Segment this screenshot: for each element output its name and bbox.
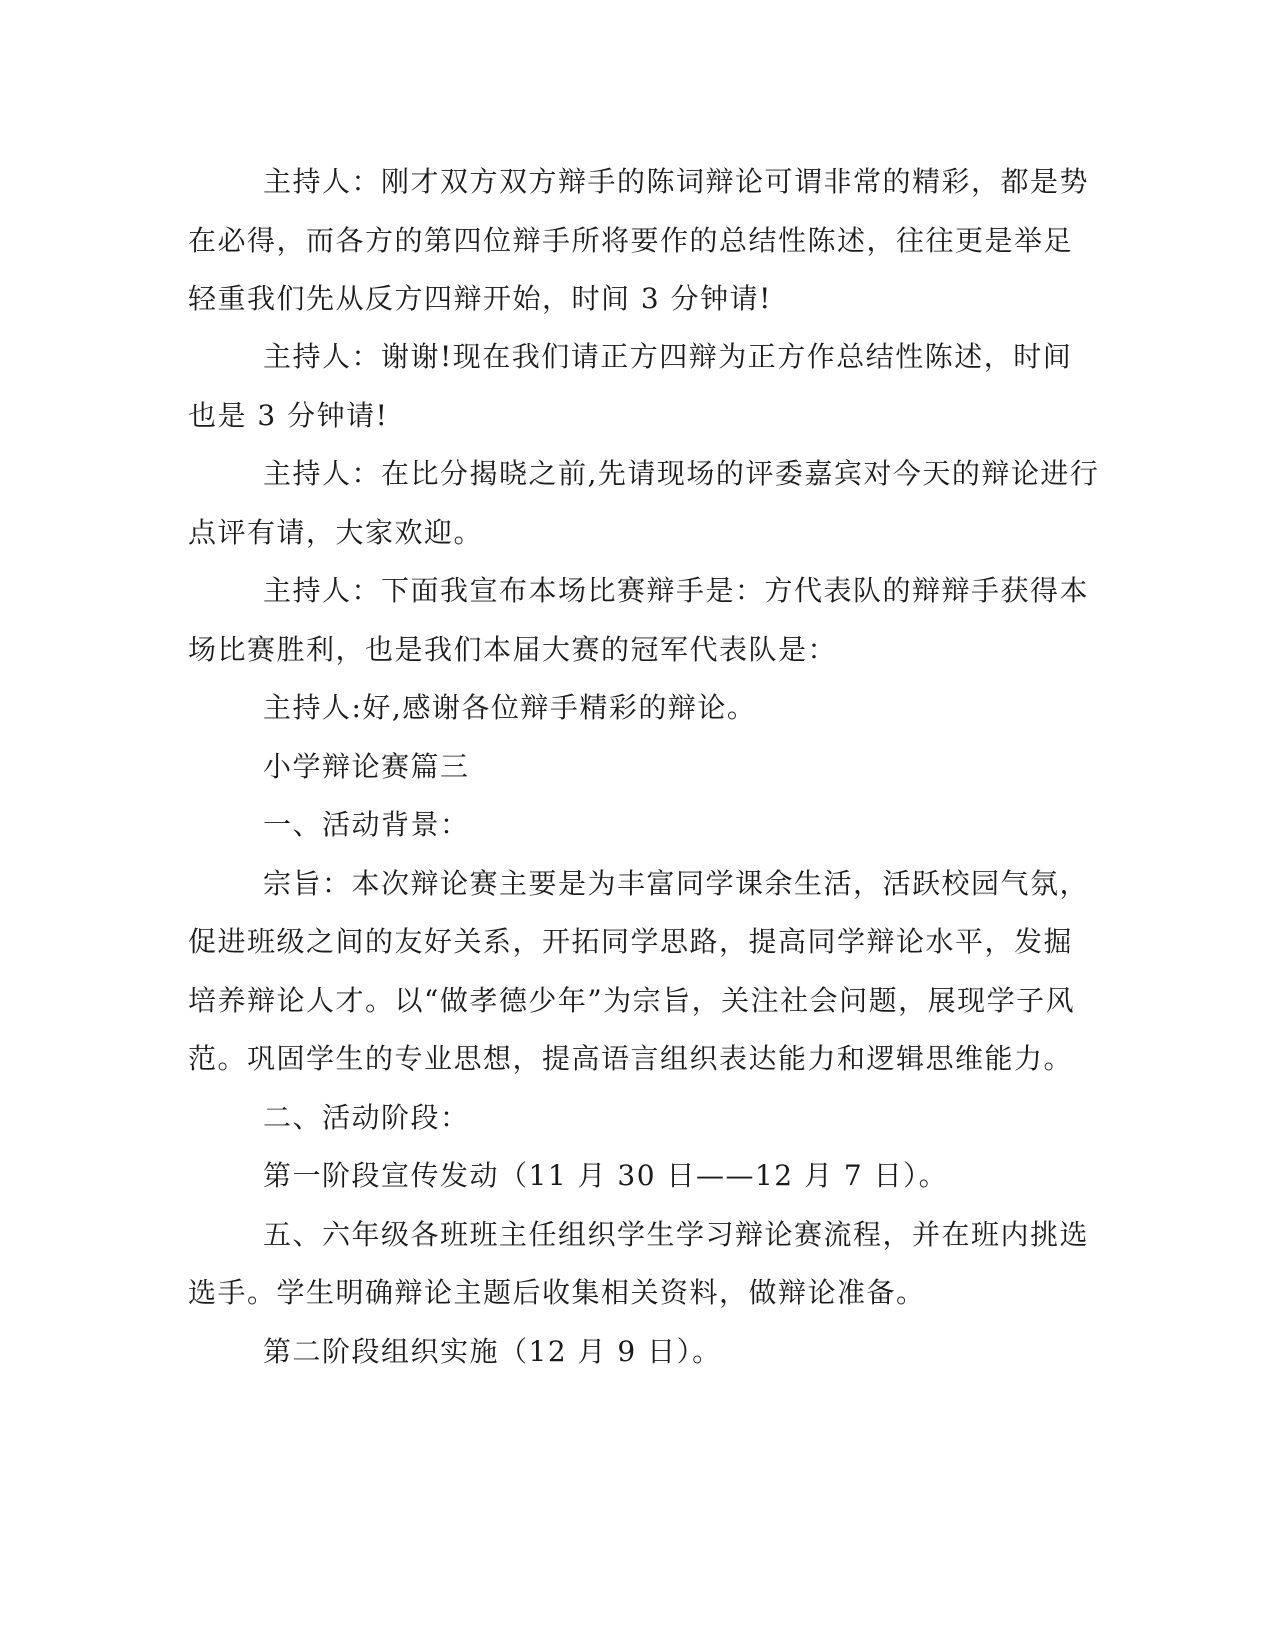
paragraph-line: 五、六年级各班班主任组织学生学习辩论赛流程，并在班内挑选 xyxy=(263,1218,1090,1251)
paragraph-line: 主持人：谢谢!现在我们请正方四辩为正方作总结性陈述，时间 xyxy=(263,340,1073,373)
paragraph-line: 主持人：在比分揭晓之前,先请现场的评委嘉宾对今天的辩论进行 xyxy=(263,457,1100,490)
paragraph-line: 点评有请，大家欢迎。 xyxy=(188,516,484,549)
paragraph-line: 促进班级之间的友好关系，开拓同学思路，提高同学辩论水平，发掘 xyxy=(188,925,1074,958)
paragraph-line: 轻重我们先从反方四辩开始，时间 3 分钟请! xyxy=(188,282,772,315)
subheading: 一、活动背景： xyxy=(263,808,470,841)
paragraph-line: 主持人:好,感谢各位辩手精彩的辩论。 xyxy=(263,691,757,724)
paragraph-line: 培养辩论人才。以“做孝德少年”为宗旨，关注社会问题，展现学子风 xyxy=(188,984,1076,1017)
paragraph-line: 场比赛胜利，也是我们本届大赛的冠军代表队是： xyxy=(188,633,838,666)
paragraph-line: 主持人：刚才双方双方辩手的陈词辩论可谓非常的精彩，都是势 xyxy=(263,165,1090,198)
paragraph-line: 主持人：下面我宣布本场比赛辩手是：方代表队的辩辩手获得本 xyxy=(263,574,1090,607)
paragraph-line: 也是 3 分钟请! xyxy=(188,399,389,432)
subheading: 二、活动阶段： xyxy=(263,1101,470,1134)
paragraph-line: 第一阶段宣传发动（11 月 30 日——12 月 7 日）。 xyxy=(263,1159,949,1192)
paragraph-line: 在必得，而各方的第四位辩手所将要作的总结性陈述，往往更是举足 xyxy=(188,224,1074,257)
paragraph-line: 第二阶段组织实施（12 月 9 日）。 xyxy=(263,1335,722,1368)
paragraph-line: 宗旨：本次辩论赛主要是为丰富同学课余生活，活跃校园气氛， xyxy=(263,867,1090,900)
paragraph-line: 选手。学生明确辩论主题后收集相关资料，做辩论准备。 xyxy=(188,1276,926,1309)
paragraph-line: 范。巩固学生的专业思想，提高语言组织表达能力和逻辑思维能力。 xyxy=(188,1042,1074,1075)
section-heading: 小学辩论赛篇三 xyxy=(263,750,470,783)
